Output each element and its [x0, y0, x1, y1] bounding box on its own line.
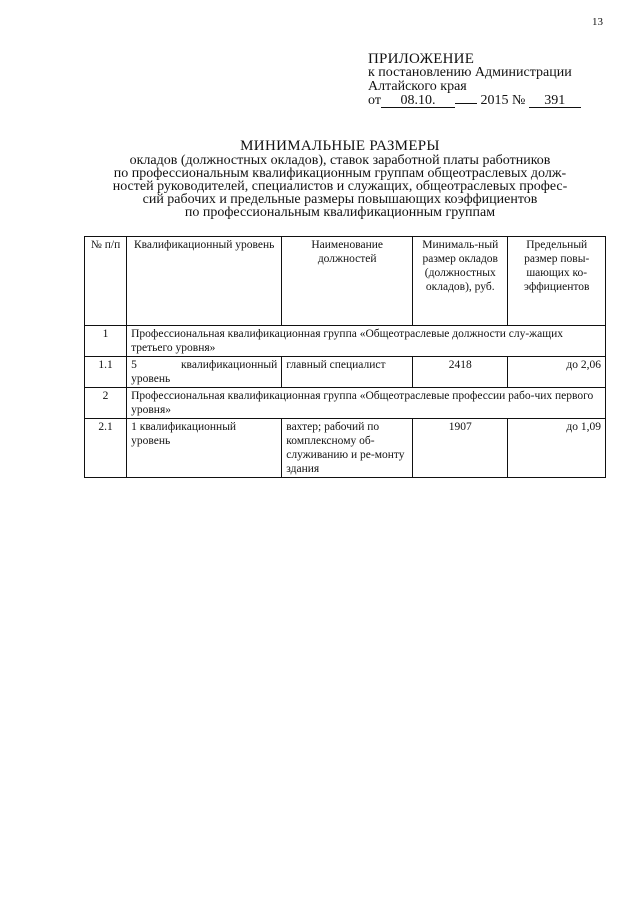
resolution-number: 391	[529, 94, 581, 108]
row-2-1-level: 1 квалификационный уровень	[127, 419, 282, 478]
row-1-1-coefficient: до 2,06	[508, 357, 606, 388]
heading-line-2: по профессиональным квалификационным группам общеотраслевых долж-	[113, 166, 567, 181]
header-salary: Минималь-ный размер окладов (должностных окладов), руб.	[413, 237, 508, 326]
row-1-1-level-number: 5	[131, 359, 137, 371]
document-title: МИНИМАЛЬНЫЕ РАЗМЕРЫ	[240, 138, 440, 154]
header-num: № п/п	[85, 237, 127, 326]
header-level: Квалификационный уровень	[127, 237, 282, 326]
table-row-group-2	[85, 388, 606, 419]
resolution-year: 2015	[480, 93, 509, 108]
resolution-date: 08.10.	[381, 94, 455, 108]
table-row-1-1	[85, 357, 606, 388]
appendix-title: ПРИЛОЖЕНИЕ	[368, 51, 475, 67]
row-1-1-level	[127, 357, 282, 388]
heading-line-3: ностей руководителей, специалистов и служащих, общеотраслевых профес-	[112, 179, 568, 194]
row-2-1-position: вахтер; рабочий по комплексному об-служиванию и ре-монту здания	[282, 419, 413, 478]
resolution-date-number	[368, 94, 618, 108]
appendix-line-1: к постановлению Администрации	[368, 65, 572, 80]
group-2-num: 2	[85, 388, 127, 419]
table-row-2-1	[85, 419, 606, 478]
header-position: Наименование должностей	[282, 237, 413, 326]
group-1-num: 1	[85, 326, 127, 357]
table-header-row	[85, 237, 606, 326]
salary-table	[84, 236, 606, 478]
document-heading	[80, 140, 600, 219]
heading-line-5: по профессиональным квалификационным группам	[184, 205, 496, 220]
number-label: №	[511, 93, 526, 108]
row-1-1-level-word: квалификационный	[180, 359, 278, 371]
header-coefficient: Предельный размер повы-шающих ко-эффициентов	[508, 237, 606, 326]
row-2-1-coefficient: до 1,09	[508, 419, 606, 478]
row-2-1-num: 2.1	[85, 419, 127, 478]
heading-line-1: окладов (должностных окладов), ставок заработной платы работников	[129, 153, 551, 168]
row-1-1-num: 1.1	[85, 357, 127, 388]
from-label: от	[368, 93, 381, 108]
appendix-header	[368, 52, 618, 108]
table-row-group-1	[85, 326, 606, 357]
page-number: 13	[592, 16, 603, 28]
row-1-1-level-tail: уровень	[131, 373, 171, 385]
row-1-1-position: главный специалист	[282, 357, 413, 388]
row-2-1-salary: 1907	[413, 419, 508, 478]
row-1-1-salary: 2418	[413, 357, 508, 388]
group-1-title: Профессиональная квалификационная группа «Общеотраслевые должности слу-жащих третьего уровня»	[127, 326, 606, 357]
group-2-title: Профессиональная квалификационная группа «Общеотраслевые профессии рабо-чих первого уровня»	[127, 388, 606, 419]
heading-line-4: сий рабочих и предельные размеры повышающих коэффициентов	[142, 192, 538, 207]
appendix-line-2: Алтайского края	[368, 79, 467, 94]
